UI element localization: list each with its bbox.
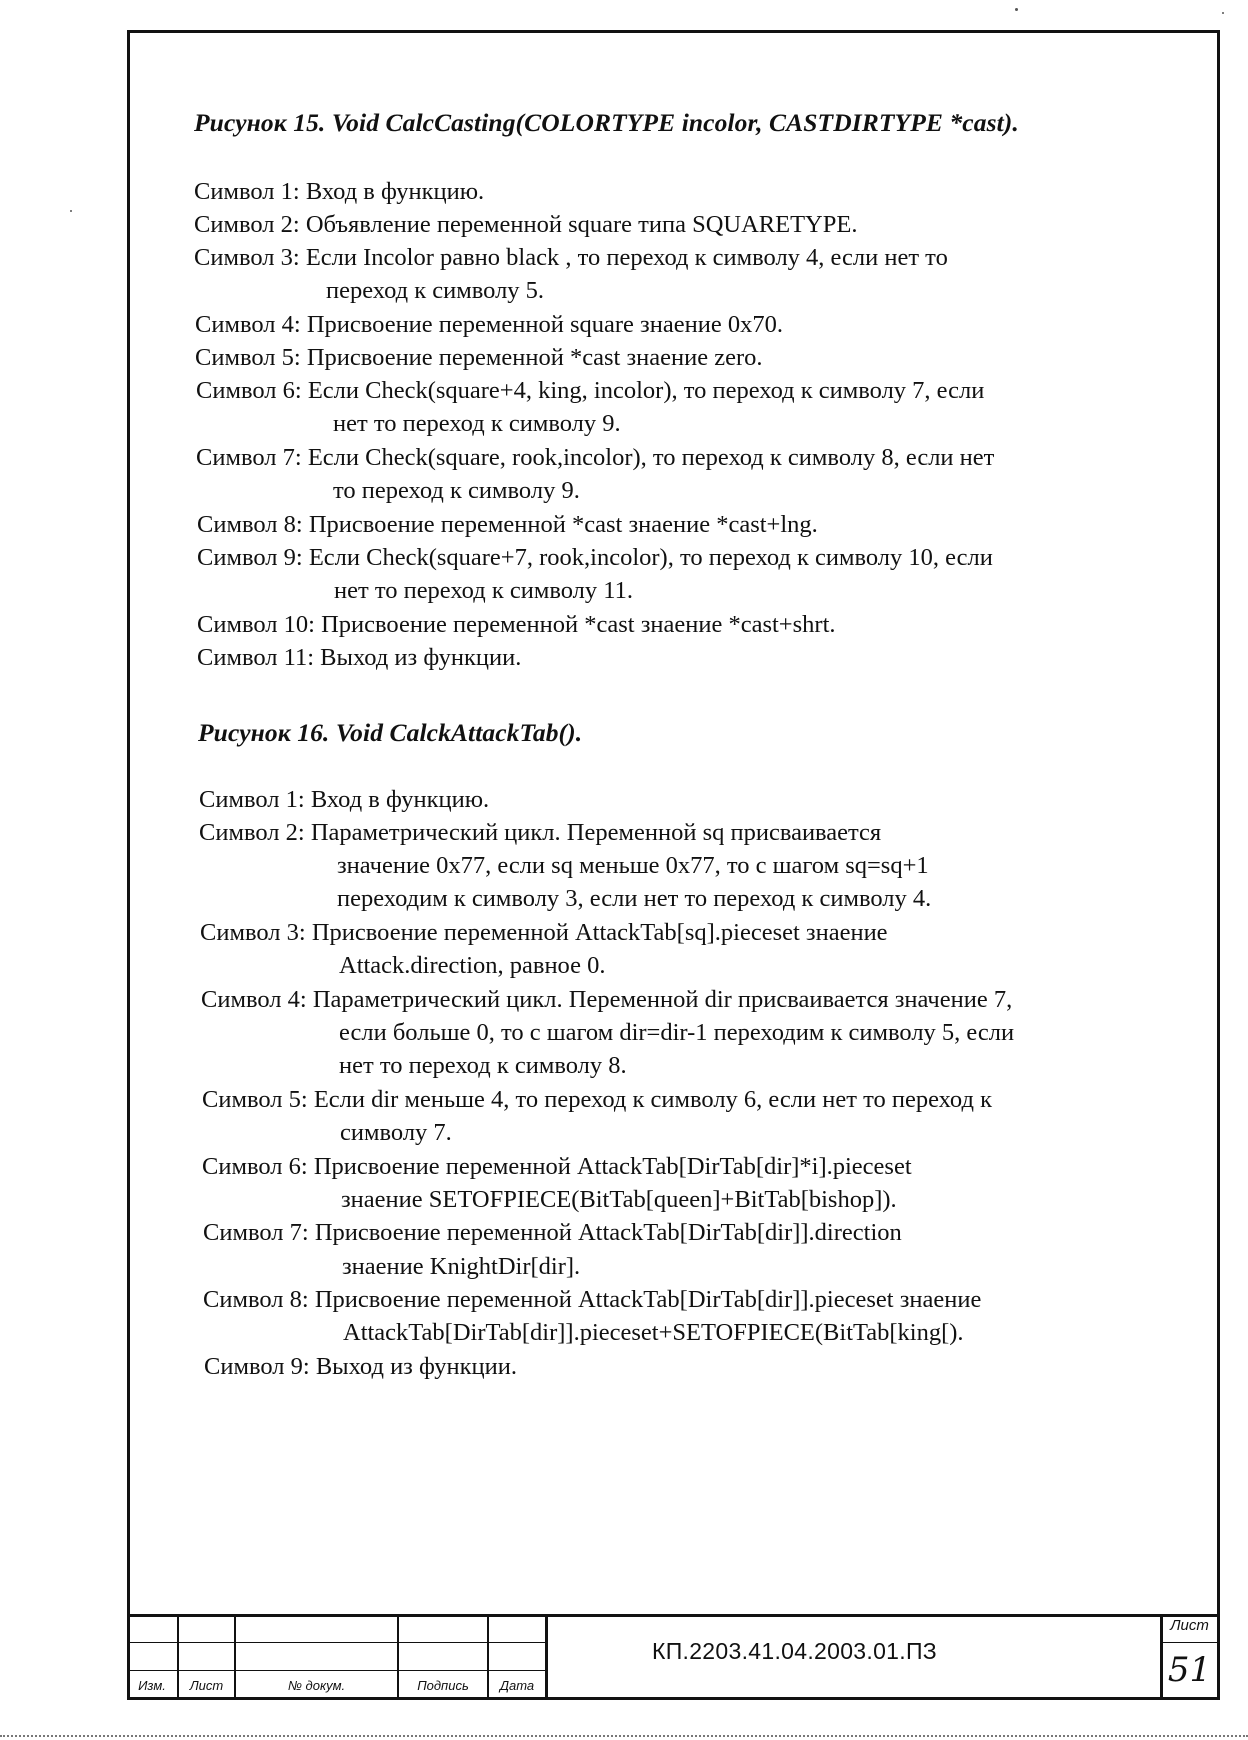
description-line: Символ 4: Параметрический цикл. Переменной dir присваивается значение 7, [201,986,1013,1013]
description-line: Символ 5: Присвоение переменной *cast знаение zero. [195,344,763,371]
description-line: Символ 2: Параметрический цикл. Переменной sq присваивается [199,819,882,846]
stamp-label-date: Дата [499,1678,535,1693]
stamp-row-line [127,1670,547,1671]
figure-16-title: Рисунок 16. Void CalckAttackTab(). [198,718,583,747]
title-block [127,1614,1220,1700]
stamp-row-line [127,1642,547,1643]
stamp-top-border [127,1614,1220,1617]
description-line: Символ 8: Присвоение переменной AttackTab[DirTab[dir]].pieceset знаение [203,1286,982,1313]
description-line: Символ 6: Присвоение переменной AttackTab[DirTab[dir]*i].pieceset [202,1153,912,1180]
description-line: переходим к символу 3, если нет то переход к символу 4. [337,885,932,912]
stamp-label-doc-number: № докум. [287,1678,346,1693]
description-line: Символ 1: Вход в функцию. [194,178,485,205]
stamp-label-change: Изм. [138,1678,166,1693]
description-line: Символ 5: Если dir меньше 4, то переход к символу 6, если нет то переход к [202,1086,992,1113]
figure-15-title: Рисунок 15. Void CalcCasting(COLORTYPE incolor, CASTDIRTYPE *cast). [194,108,1019,137]
scan-edge [0,1735,1248,1737]
description-line: Символ 11: Выход из функции. [197,644,522,671]
description-line: Символ 7: Присвоение переменной AttackTab[DirTab[dir]].direction [203,1219,902,1246]
description-line: нет то переход к символу 8. [339,1052,627,1079]
description-line: знаение SETOFPIECE(BitTab[queen]+BitTab[bishop]). [341,1186,897,1213]
description-line: Символ 3: Если Incolor равно black , то переход к символу 4, если нет то [194,244,948,271]
description-line: Символ 3: Присвоение переменной AttackTab[sq].pieceset знаение [200,919,888,946]
scan-speck [1015,8,1018,11]
description-line: нет то переход к символу 11. [334,577,633,604]
description-line: Символ 10: Присвоение переменной *cast знаение *cast+shrt. [197,611,836,638]
description-line: Символ 2: Объявление переменной square типа SQUARETYPE. [194,211,858,238]
scan-speck [70,210,72,212]
description-line: значение 0x77, если sq меньше 0x77, то с шагом sq=sq+1 [337,852,929,879]
description-line: если больше 0, то с шагом dir=dir-1 переходим к символу 5, если [339,1019,1015,1046]
sheet-label: Лист [1170,1617,1209,1634]
stamp-row-line [1162,1642,1220,1643]
description-line: переход к символу 5. [326,277,545,304]
document-code: КП.2203.41.04.2003.01.ПЗ [652,1638,937,1664]
stamp-label-sheet: Лист [189,1678,224,1693]
description-line: Символ 7: Если Check(square, rook,incolor), то переход к символу 8, если нет [196,444,995,471]
description-line: знаение KnightDir[dir]. [342,1253,581,1280]
description-line: Символ 6: Если Check(square+4, king, incolor), то переход к символу 7, если [196,377,985,404]
description-line: Attack.direction, равное 0. [339,952,606,979]
description-line: нет то переход к символу 9. [333,410,621,437]
description-line: то переход к символу 9. [333,477,580,504]
scan-speck [1222,12,1224,14]
description-line: Символ 9: Если Check(square+7, rook,incolor), то переход к символу 10, если [197,544,993,571]
description-line: Символ 4: Присвоение переменной square знаение 0x70. [195,311,783,338]
description-line: Символ 8: Присвоение переменной *cast знаение *cast+lng. [197,511,818,538]
description-line: символу 7. [340,1119,452,1146]
stamp-label-signature: Подпись [417,1678,469,1693]
description-line: Символ 1: Вход в функцию. [199,786,490,813]
sheet-number: 51 [1167,1650,1212,1690]
description-line: AttackTab[DirTab[dir]].pieceset+SETOFPIECE(BitTab[king[). [343,1319,964,1346]
description-line: Символ 9: Выход из функции. [204,1353,517,1380]
